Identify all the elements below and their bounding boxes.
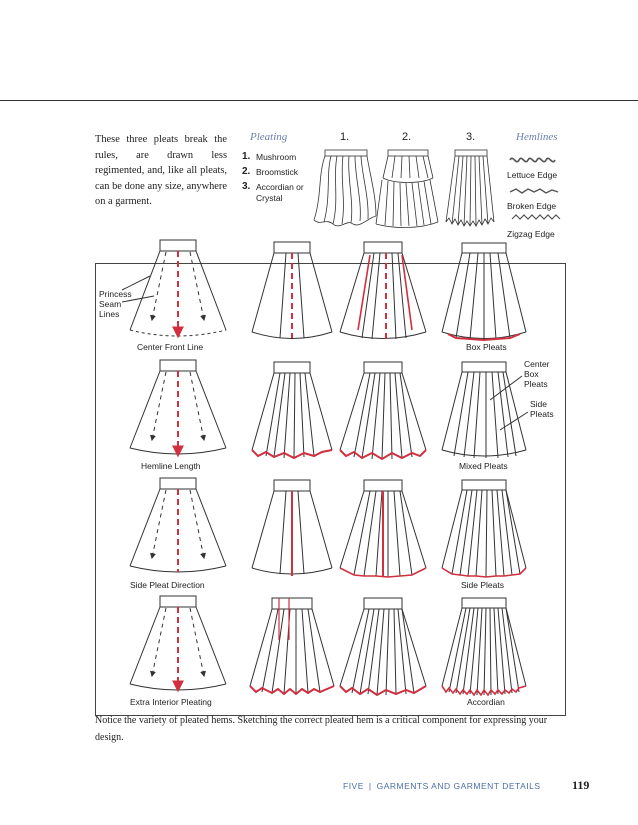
label-extra-interior-pleating: Extra Interior Pleating <box>130 697 212 707</box>
pleating-heading: Pleating <box>250 131 288 143</box>
skirt-row4-col4-accordian <box>442 598 526 695</box>
footer-title: GARMENTS AND GARMENT DETAILS <box>376 781 541 791</box>
pleating-item-number: 3. <box>242 181 251 192</box>
skirt-row1-col1-princess <box>122 240 226 336</box>
running-footer <box>343 781 541 791</box>
column-number-3: 3. <box>466 131 476 143</box>
label-center-box-pleats: Center Box Pleats <box>524 359 550 389</box>
label-side-pleats-small: Side Pleats <box>530 399 554 419</box>
skirt-row3-col3 <box>340 480 426 577</box>
hemline-broken-edge: Broken Edge <box>507 201 557 211</box>
skirt-row4-col2 <box>250 598 334 694</box>
hemlines-heading: Hemlines <box>516 131 558 143</box>
skirt-row1-col4-box-pleats <box>442 243 526 340</box>
page-number: 119 <box>572 778 590 792</box>
intro-paragraph: These three pleats break the rules, are drawn less regimented, and, like all pleats, can be done any size, anywhere on a garment. <box>95 134 227 208</box>
skirt-row2-col2 <box>252 362 332 458</box>
skirt-row2-col4-mixed-pleats <box>442 362 528 458</box>
label-center-front-line: Center Front Line <box>137 342 204 352</box>
figure-caption: Notice the variety of pleated hems. Sketching the correct pleated hem is a critical component for expressing your design. <box>95 715 548 743</box>
column-number-1: 1. <box>340 131 350 143</box>
skirt-row4-col1-extra-interior <box>130 596 226 690</box>
pleating-item-number: 2. <box>242 166 251 177</box>
label-side-pleats: Side Pleats <box>461 580 504 590</box>
footer-separator: | <box>368 781 372 791</box>
skirt-row2-col3 <box>340 362 426 459</box>
label-mixed-pleats: Mixed Pleats <box>459 461 508 471</box>
pleating-item-label: Accordian or Crystal <box>256 182 304 203</box>
label-box-pleats: Box Pleats <box>466 342 507 352</box>
skirt-row1-col3 <box>340 242 426 340</box>
label-princess-seam-lines: Princess Seam Lines <box>99 289 132 319</box>
hemline-zigzag-edge: Zigzag Edge <box>507 229 555 239</box>
pleating-item-label: Broomstick <box>256 167 299 177</box>
skirt-row3-col2 <box>252 480 332 576</box>
skirt-row1-col2 <box>252 242 332 339</box>
label-side-pleat-direction: Side Pleat Direction <box>130 580 205 590</box>
footer-chapter: FIVE <box>343 781 364 791</box>
skirt-row3-col4-side-pleats <box>442 480 526 577</box>
hemline-lettuce-edge: Lettuce Edge <box>507 170 558 180</box>
skirt-row4-col3 <box>340 598 426 695</box>
skirt-row3-col1-side-pleat-direction <box>130 478 226 572</box>
skirt-row2-col1-hemline <box>130 360 226 455</box>
column-number-2: 2. <box>402 131 412 143</box>
pleating-item-label: Mushroom <box>256 152 297 162</box>
label-hemline-length: Hemline Length <box>141 461 201 471</box>
pleating-item-number: 1. <box>242 151 251 162</box>
label-accordian: Accordian <box>467 697 505 707</box>
